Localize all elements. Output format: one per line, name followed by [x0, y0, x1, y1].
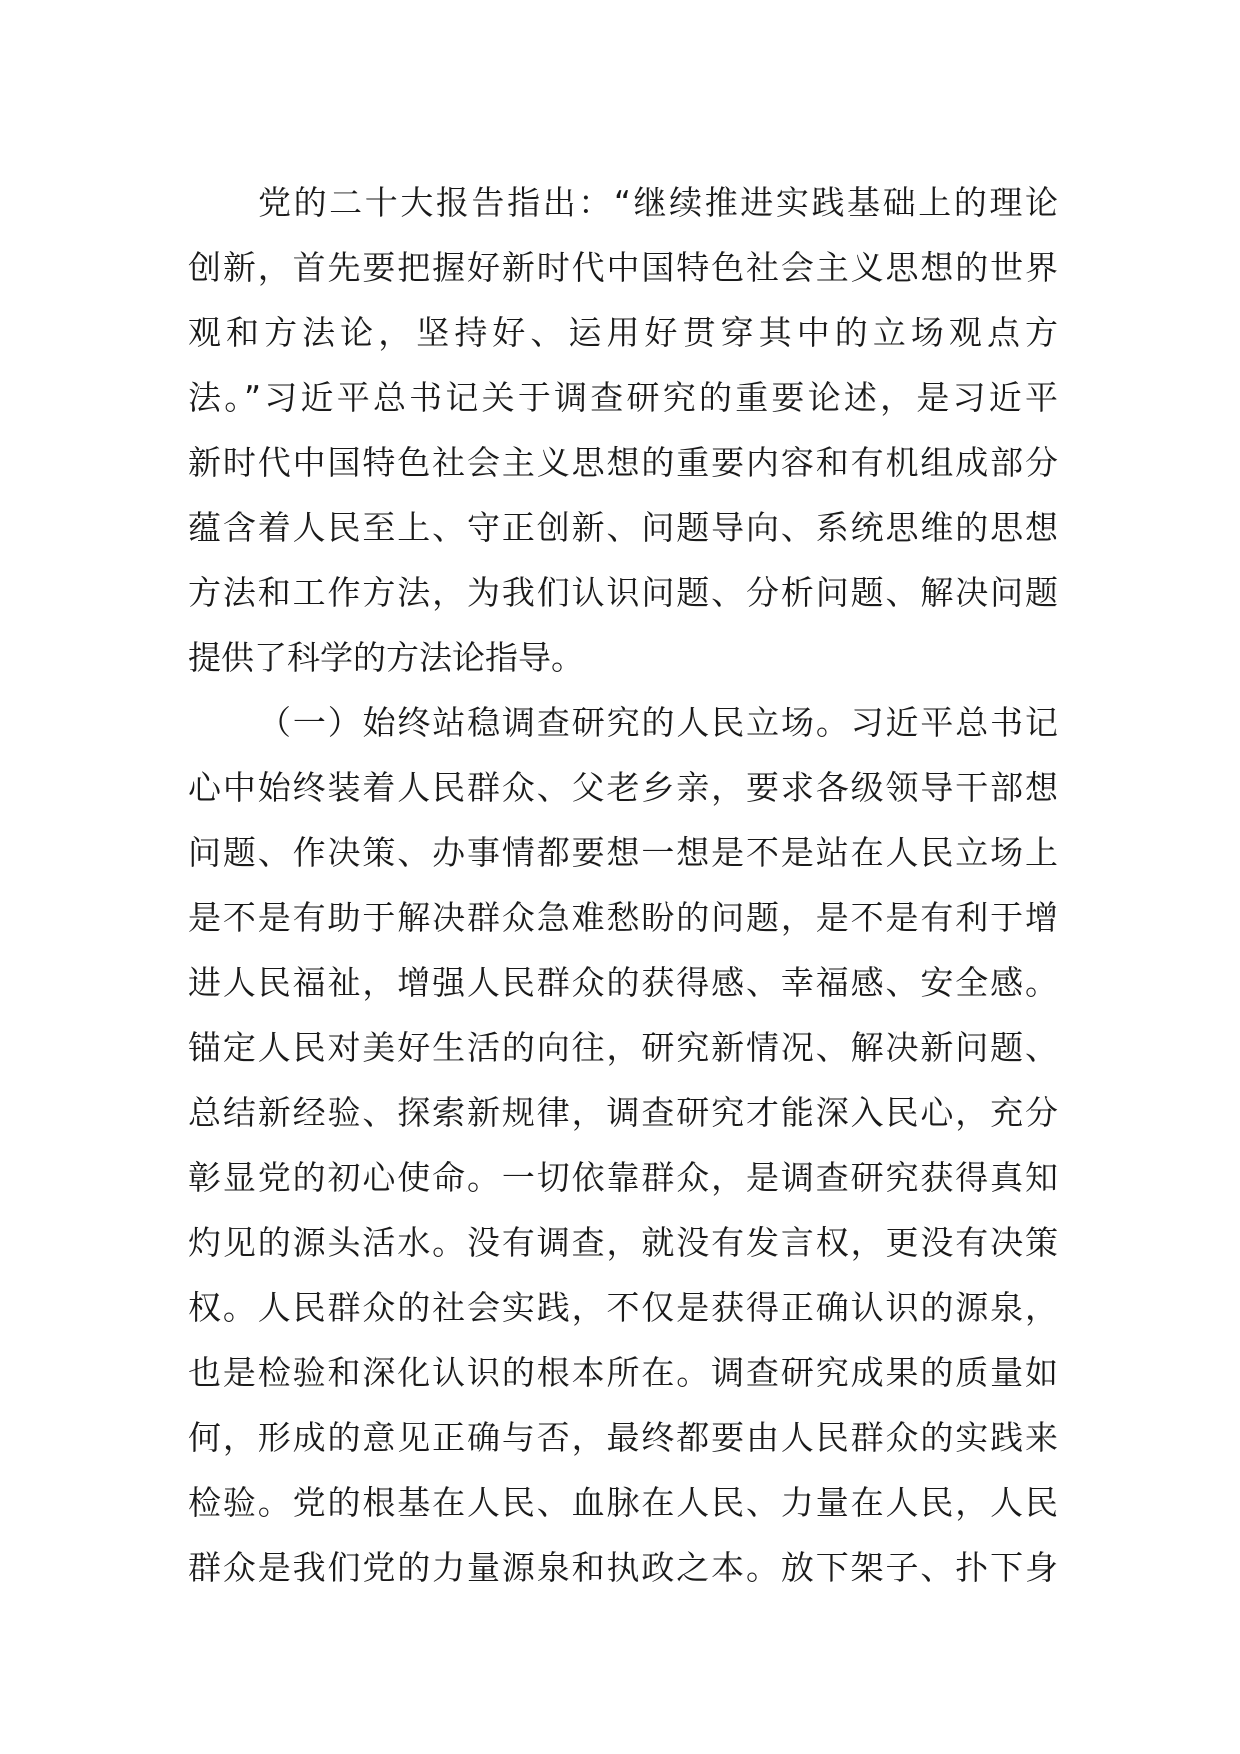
paragraph-1-line-5: 新时代中国特色社会主义思想的重要内容和有机组成部分 [188, 443, 1058, 482]
paragraph-2-line-14: 群众是我们党的力量源泉和执政之本。放下架子、扑下身 [188, 1548, 1058, 1587]
paragraph-1-line-7: 方法和工作方法，为我们认识问题、分析问题、解决问题 [188, 573, 1058, 612]
body-text [188, 170, 1058, 1600]
paragraph-2-line-13: 检验。党的根基在人民、血脉在人民、力量在人民，人民 [188, 1483, 1058, 1522]
paragraph-2-line-10: 权。人民群众的社会实践，不仅是获得正确认识的源泉， [188, 1288, 1058, 1327]
paragraph-2-line-11: 也是检验和深化认识的根本所在。调查研究成果的质量如 [188, 1353, 1058, 1392]
paragraph-2-line-3: 问题、作决策、办事情都要想一想是不是站在人民立场上 [188, 833, 1058, 872]
paragraph-2-line-9: 灼见的源头活水。没有调查，就没有发言权，更没有决策 [188, 1223, 1058, 1262]
paragraph-1-line-4: 法。”习近平总书记关于调查研究的重要论述，是习近平 [188, 378, 1058, 417]
paragraph-2-line-1: （一）始终站稳调查研究的人民立场。习近平总书记 [258, 703, 1058, 742]
paragraph-1-line-8: 提供了科学的方法论指导。 [188, 638, 584, 677]
paragraph-2-line-4: 是不是有助于解决群众急难愁盼的问题，是不是有利于增 [188, 898, 1058, 937]
paragraph-2-line-6: 锚定人民对美好生活的向往，研究新情况、解决新问题、 [188, 1028, 1058, 1067]
paragraph-2-line-5: 进人民福祉，增强人民群众的获得感、幸福感、安全感。 [188, 963, 1058, 1002]
paragraph-1-line-2: 创新，首先要把握好新时代中国特色社会主义思想的世界 [188, 248, 1058, 287]
paragraph-2-line-12: 何，形成的意见正确与否，最终都要由人民群众的实践来 [188, 1418, 1058, 1457]
paragraph-1-line-1: 党的二十大报告指出：“继续推进实践基础上的理论 [258, 183, 1058, 222]
paragraph-2-line-7: 总结新经验、探索新规律，调查研究才能深入民心，充分 [188, 1093, 1058, 1132]
paragraph-2-line-2: 心中始终装着人民群众、父老乡亲，要求各级领导干部想 [188, 768, 1058, 807]
paragraph-2-line-8: 彰显党的初心使命。一切依靠群众，是调查研究获得真知 [188, 1158, 1058, 1197]
paragraph-1-line-6: 蕴含着人民至上、守正创新、问题导向、系统思维的思想 [188, 508, 1058, 547]
paragraph-1-line-3: 观和方法论，坚持好、运用好贯穿其中的立场观点方 [188, 313, 1058, 352]
